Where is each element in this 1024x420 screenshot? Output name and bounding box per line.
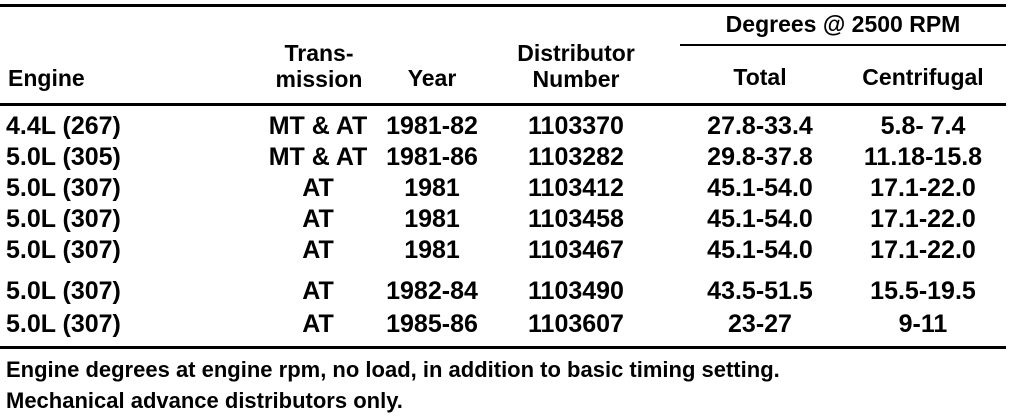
cell-distributor: 1103458: [528, 205, 624, 233]
footnote-mechanical: Mechanical advance distributors only.: [6, 388, 403, 413]
group-header-degrees: Degrees @ 2500 RPM: [725, 11, 961, 37]
cell-total: 45.1-54.0: [707, 205, 813, 233]
cell-engine: 5.0L (307): [6, 205, 121, 233]
cell-centrifugal: 15.5-19.5: [870, 277, 976, 305]
cell-centrifugal: 11.18-15.8: [863, 143, 983, 171]
cell-centrifugal: 17.1-22.0: [870, 236, 976, 264]
cell-engine: 5.0L (307): [6, 310, 121, 338]
cell-total: 45.1-54.0: [707, 236, 813, 264]
cell-centrifugal: 9-11: [898, 310, 948, 338]
cell-engine: 5.0L (307): [6, 277, 121, 305]
cell-year: 1982-84: [386, 277, 478, 305]
cell-transmission: AT: [302, 205, 334, 233]
column-header-year: Year: [407, 65, 457, 91]
footnote-timing: Engine degrees at engine rpm, no load, in addition to basic timing setting.: [6, 357, 780, 382]
cell-year: 1981: [404, 205, 460, 233]
cell-engine: 4.4L (267): [6, 112, 121, 140]
cell-transmission: AT: [302, 174, 334, 202]
cell-total: 23-27: [728, 310, 792, 338]
header-bottom-rule: [0, 103, 1006, 106]
column-header-distributor-line2: Number: [532, 66, 620, 92]
column-header-engine: Engine: [8, 65, 85, 91]
group-header-rule: [680, 44, 1006, 46]
cell-engine: 5.0L (307): [6, 174, 121, 202]
cell-centrifugal: 5.8- 7.4: [880, 112, 966, 140]
cell-centrifugal: 17.1-22.0: [870, 174, 976, 202]
column-header-distributor: [490, 40, 662, 92]
column-header-distributor-line1: Distributor: [517, 40, 635, 66]
cell-year: 1981-86: [386, 143, 478, 171]
cell-distributor: 1103467: [528, 236, 624, 264]
cell-centrifugal: 17.1-22.0: [870, 205, 976, 233]
cell-engine: 5.0L (307): [6, 236, 121, 264]
cell-total: 43.5-51.5: [707, 277, 813, 305]
cell-year: 1985-86: [386, 310, 478, 338]
table-bottom-rule: [0, 346, 1006, 349]
cell-distributor: 1103370: [528, 112, 624, 140]
cell-year: 1981: [404, 174, 460, 202]
cell-total: 29.8-37.8: [707, 143, 813, 171]
cell-transmission: AT: [302, 277, 334, 305]
cell-distributor: 1103607: [528, 310, 624, 338]
cell-transmission: AT: [302, 236, 334, 264]
top-rule: [0, 4, 1006, 7]
cell-transmission: AT: [302, 310, 334, 338]
cell-distributor: 1103282: [528, 143, 624, 171]
column-header-transmission-line2: mission: [275, 66, 363, 92]
cell-distributor: 1103490: [528, 277, 624, 305]
cell-total: 27.8-33.4: [707, 112, 813, 140]
cell-transmission: MT & AT: [268, 112, 368, 140]
cell-distributor: 1103412: [528, 174, 624, 202]
cell-total: 45.1-54.0: [707, 174, 813, 202]
column-header-centrifugal: Centrifugal: [862, 64, 984, 90]
column-header-transmission-line1: Trans-: [284, 40, 354, 66]
column-header-transmission: [256, 40, 382, 92]
cell-year: 1981: [404, 236, 460, 264]
cell-engine: 5.0L (305): [6, 143, 121, 171]
column-header-total: Total: [733, 64, 787, 90]
cell-transmission: MT & AT: [268, 143, 368, 171]
cell-year: 1981-82: [386, 112, 478, 140]
